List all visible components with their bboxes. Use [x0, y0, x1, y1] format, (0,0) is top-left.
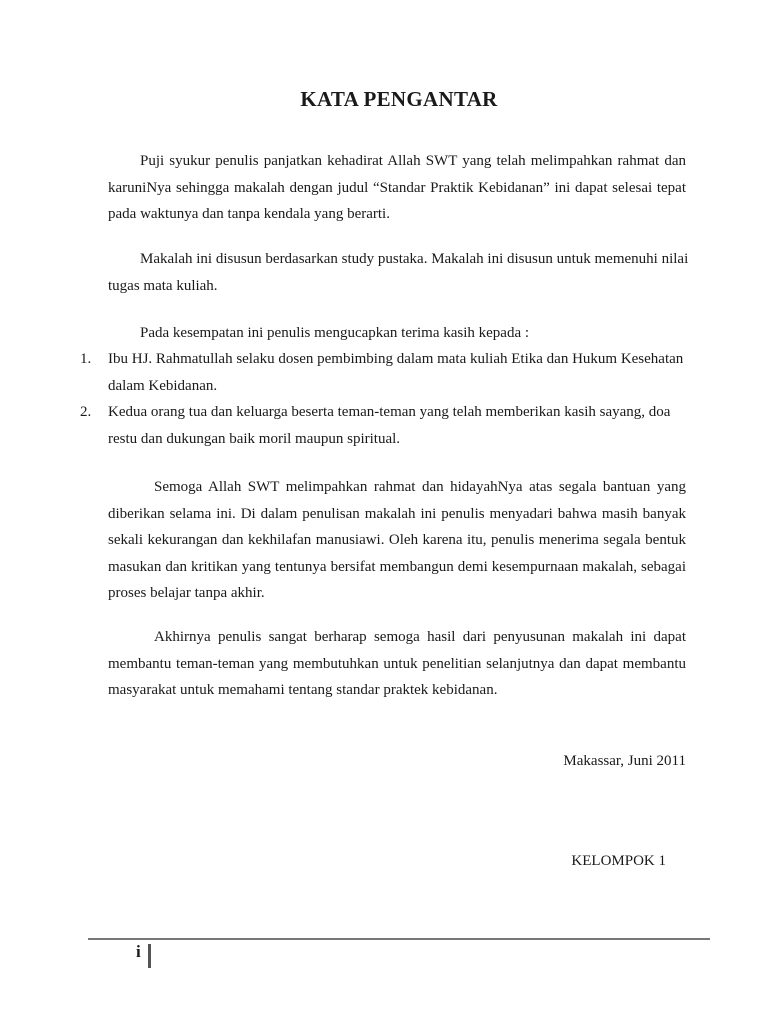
list-item — [80, 346, 690, 399]
paragraph-method — [108, 246, 693, 299]
list-item-text: Kedua orang tua dan keluarga beserta teman-teman yang telah memberikan kasih sayang, doa restu dan dukungan baik moril maupun spiritual. — [108, 404, 671, 447]
paragraph-method-text: Makalah ini disusun berdasarkan study pustaka. Makalah ini disusun untuk memenuhi nilai tugas mata kuliah. — [108, 251, 689, 294]
paragraph-closing — [108, 624, 686, 704]
paragraph-intro-text: Puji syukur penulis panjatkan kehadirat Allah SWT yang telah melimpahkan rahmat dan karuniNya sehingga makalah dengan judul “Standar Praktik Kebidanan” ini dapat selesai tepat pada waktunya dan tanpa kendala yang berarti. — [108, 153, 686, 222]
paragraph-intro — [108, 148, 686, 228]
list-item-number: 2. — [80, 404, 92, 420]
paragraph-hope-text: Semoga Allah SWT melimpahkan rahmat dan hidayahNya atas segala bantuan yang diberikan selama ini. Di dalam penulisan makalah ini penulis menyadari bahwa masih banyak sekali kekurangan dan kekhilafan manusiawi. Oleh karena itu, penulis menerima segala bentuk masukan dan kritikan yang tentunya bersifat membangun demi kesempurnaan makalah, sebagai proses belajar tanpa akhir. — [108, 479, 686, 601]
paragraph-hope — [108, 474, 686, 607]
paragraph-thanks-intro — [108, 320, 686, 347]
thanks-list — [80, 346, 690, 452]
page-title: KATA PENGANTAR — [300, 87, 498, 111]
paragraph-closing-text: Akhirnya penulis sangat berharap semoga hasil dari penyusunan makalah ini dapat membantu teman-teman yang membutuhkan untuk penelitian selanjutnya dan dapat membantu masyarakat untuk memahami tentang standar praktek kebidanan. — [108, 629, 686, 698]
list-item — [80, 399, 690, 452]
list-item-number: 1. — [80, 351, 92, 367]
paragraph-thanks-intro-text: Pada kesempatan ini penulis mengucapkan terima kasih kepada : — [140, 325, 530, 341]
list-item-text: Ibu HJ. Rahmatullah selaku dosen pembimbing dalam mata kuliah Etika dan Hukum Kesehatan dalam Kebidanan. — [108, 351, 684, 394]
author-signature: KELOMPOK 1 — [571, 853, 666, 869]
page-number: i — [136, 942, 141, 961]
place-date: Makassar, Juni 2011 — [563, 753, 686, 769]
footer-divider — [88, 938, 710, 940]
page-number-bar — [148, 944, 151, 968]
